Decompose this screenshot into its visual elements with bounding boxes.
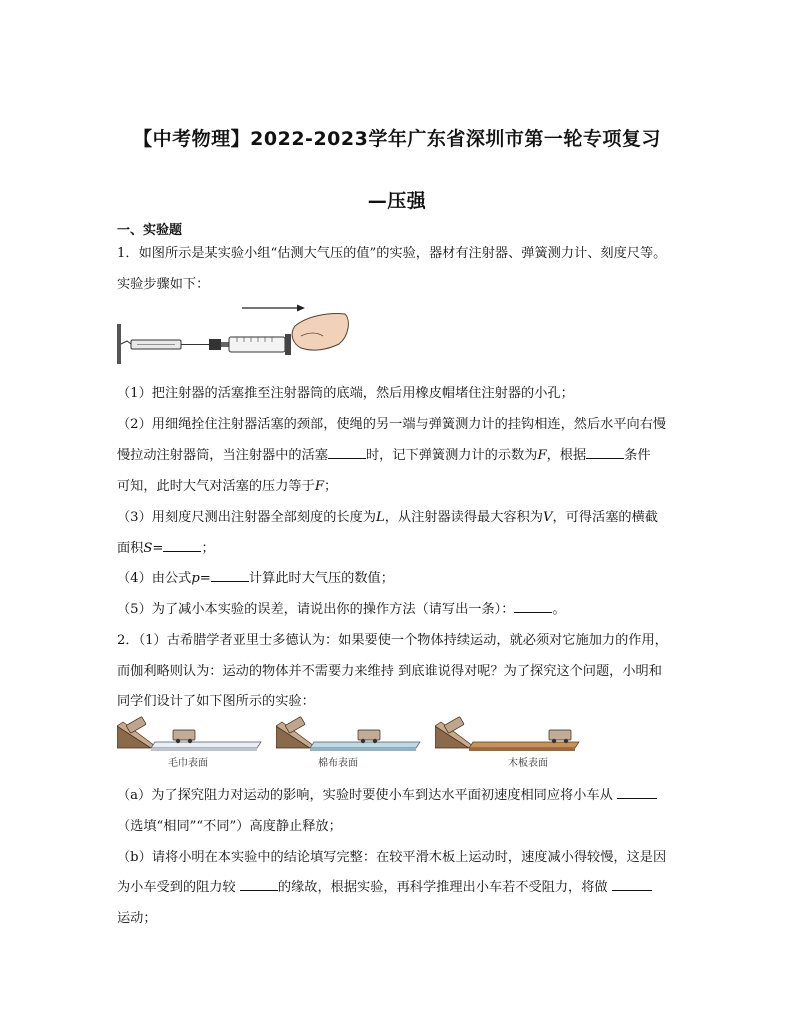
q1-step2-line2: 慢拉动注射器筒，当注射器中的活塞 时，记下弹簧测力计的示数为F，根据 条件 [117,448,651,463]
answer-blank[interactable] [328,446,366,459]
towel-surface-figure [117,712,262,752]
q1-step4: （4）由公式p= 计算此时大气压的数值； [117,571,394,586]
document-subtitle: —压强 [367,190,427,212]
wood-surface-figure [435,712,580,752]
q2-part-b-line1: （b）请将小明在本实验中的结论填写完整：在较平滑木板上运动时，速度减小得较慢，这是因 [117,850,667,865]
q1-step3-line1: （3）用刻度尺测出注射器全部刻度的长度为L，从注射器读得最大容积为V，可得活塞的横截 [117,510,658,525]
answer-blank[interactable] [514,600,552,613]
q2-intro-line2: 而伽利略则认为：运动的物体并不需要力来维持 到底谁说得对呢？为了探究这个问题，小明和 [117,664,662,679]
q2-part-b-line3: 运动； [117,911,157,926]
cotton-surface-label: 棉布表面 [318,758,358,769]
hand-icon [292,314,348,351]
cart-icon [173,730,195,740]
answer-blank[interactable] [617,786,657,799]
answer-blank[interactable] [586,446,624,459]
q2-part-a-line2: （选填“相同”“不同”）高度静止释放； [117,819,342,834]
answer-blank[interactable] [211,569,249,582]
q1-step2-line1: （2）用细绳拴住注射器活塞的颈部，使绳的另一端与弹簧测力计的挂钩相连，然后水平向右慢 [117,417,667,432]
answer-blank[interactable] [612,878,652,891]
q1-step1: （1）把注射器的活塞推至注射器筒的底端，然后用橡皮帽堵住注射器的小孔； [117,386,574,401]
answer-blank[interactable] [240,878,278,891]
q1-intro-line2: 实验步骤如下： [117,277,210,292]
arrow-right-icon [242,305,305,312]
cart-icon [358,730,380,740]
q1-step2-line3: 可知，此时大气对活塞的压力等于F； [117,479,338,494]
wood-surface-label: 木板表面 [508,758,548,769]
towel-surface-label: 毛巾表面 [168,758,208,769]
section-heading: 一、实验题 [117,223,183,238]
answer-blank[interactable] [163,539,201,552]
document-title: 【中考物理】2022-2023学年广东省深圳市第一轮专项复习 [133,128,661,150]
q1-intro-line1: 1．如图所示是某实验小组“估测大气压的值”的实验，器材有注射器、弹簧测力计、刻度尺等。 [117,246,667,261]
q2-part-b-line2: 为小车受到的阻力较 的缘故，根据实验，再科学推理出小车若不受阻力，将做 [117,876,652,895]
syringe-experiment-figure [117,296,352,368]
q2-part-a-line1: （a）为了探究阻力对运动的影响，实验时要使小车到达水平面初速度相同应将小车从 [117,784,657,803]
q2-intro-line1: 2．（1）古希腊学者亚里士多德认为：如果要使一个物体持续运动，就必须对它施加力的作用， [117,633,668,648]
cart-icon [549,730,571,740]
cotton-surface-figure [276,712,421,752]
q1-step5: （5）为了减小本实验的误差，请说出你的操作方法（请写出一条）： 。 [117,602,566,617]
q2-intro-line3: 同学们设计了如下图所示的实验： [117,694,315,709]
q1-step3-line2: 面积S= ； [117,541,215,556]
